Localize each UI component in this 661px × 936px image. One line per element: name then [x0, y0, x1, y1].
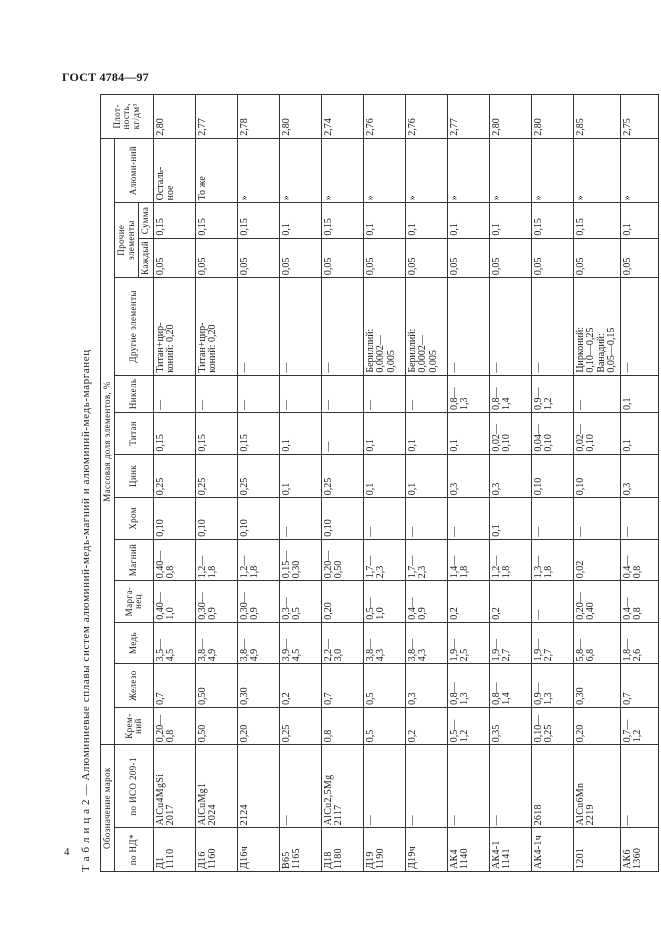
cell-iso: 2618 — [531, 745, 573, 828]
header-sum: Сумма — [139, 203, 153, 238]
cell-si: 0,25 — [279, 707, 321, 744]
header-designation: Обозначение марок — [101, 745, 115, 872]
cell-mg: 1,7— 2,3 — [405, 539, 447, 581]
cell-fe: 0,7 — [620, 664, 658, 708]
cell-zn: 0,1 — [363, 454, 405, 498]
cell-zn: 0,1 — [405, 454, 447, 498]
cell-ni: 0,8— 1,3 — [447, 375, 489, 412]
cell-si: 0,20— 0,8 — [153, 707, 195, 744]
cell-cu: 1,9— 2,7 — [531, 622, 573, 664]
cell-other: Бериллий: 0,0002— 0,005 — [363, 278, 405, 376]
table-row — [531, 95, 573, 872]
cell-nd: АК4 1140 — [447, 828, 489, 872]
cell-cu: 1,9— 2,7 — [489, 622, 531, 664]
cell-mn: 0,3— 0,5 — [279, 581, 321, 623]
cell-mn: 0,20— 0,40 — [573, 581, 620, 623]
cell-ti: 0,02— 0,10 — [489, 413, 531, 455]
cell-each: 0,05 — [531, 238, 573, 277]
cell-al: » — [573, 138, 620, 203]
cell-al: » — [447, 138, 489, 203]
cell-sum: 0,15 — [531, 203, 573, 238]
cell-ni: — — [573, 375, 620, 412]
header-chromium: Хром — [115, 498, 153, 540]
cell-nd: АК6 1360 — [620, 828, 658, 872]
cell-al: » — [363, 138, 405, 203]
cell-al: » — [321, 138, 363, 203]
header-copper: Медь — [115, 622, 153, 664]
cell-rho: 2,80 — [279, 95, 321, 139]
cell-nd: Д18 1180 — [321, 828, 363, 872]
cell-cu: 5,8— 6,8 — [573, 622, 620, 664]
cell-each: 0,05 — [489, 238, 531, 277]
cell-each: 0,05 — [153, 238, 195, 277]
cell-rho: 2,76 — [405, 95, 447, 139]
cell-each: 0,05 — [321, 238, 363, 277]
cell-rho: 2,76 — [363, 95, 405, 139]
cell-mn: 0,40— 1,0 — [153, 581, 195, 623]
table-row — [279, 95, 321, 872]
cell-rho: 2,80 — [153, 95, 195, 139]
cell-nd: Д19 1190 — [363, 828, 405, 872]
cell-iso: — — [363, 745, 405, 828]
cell-fe: 0,8— 1,4 — [489, 664, 531, 708]
cell-ni: 0,8— 1,4 — [489, 375, 531, 412]
cell-mn: 0,2 — [489, 581, 531, 623]
cell-mg: 1,7— 2,3 — [363, 539, 405, 581]
cell-iso: — — [279, 745, 321, 828]
cell-zn: 0,3 — [447, 454, 489, 498]
cell-zn: 0,25 — [195, 454, 237, 498]
cell-si: 0,20 — [237, 707, 279, 744]
cell-cr: 0,10 — [237, 498, 279, 540]
cell-cr: — — [363, 498, 405, 540]
cell-nd: Д1 1110 — [153, 828, 195, 872]
header-by-nd: по НД* — [115, 828, 153, 872]
table-row — [405, 95, 447, 872]
cell-ni: — — [195, 375, 237, 412]
cell-other: — — [531, 278, 573, 376]
cell-si: 0,5 — [363, 707, 405, 744]
cell-ti: 0,02— 0,10 — [573, 413, 620, 455]
table-row — [489, 95, 531, 872]
cell-al: То же — [195, 138, 237, 203]
cell-mn: 0,2 — [447, 581, 489, 623]
cell-fe: 0,5 — [363, 664, 405, 708]
cell-al: » — [531, 138, 573, 203]
table-body — [153, 95, 658, 872]
cell-zn: 0,25 — [321, 454, 363, 498]
cell-other: Цирконий: 0,10—0,25 Ванадий: 0,05—0,15 — [573, 278, 620, 376]
cell-fe: 0,3 — [405, 664, 447, 708]
cell-fe: 0,30 — [237, 664, 279, 708]
header-zinc: Цинк — [115, 454, 153, 498]
table-row — [153, 95, 195, 872]
cell-cr: — — [620, 498, 658, 540]
cell-each: 0,05 — [279, 238, 321, 277]
page-number: 4 — [64, 846, 70, 858]
cell-fe: 0,2 — [279, 664, 321, 708]
cell-fe: 0,50 — [195, 664, 237, 708]
table-row — [237, 95, 279, 872]
cell-cr: 0,10 — [321, 498, 363, 540]
cell-sum: 0,1 — [620, 203, 658, 238]
cell-si: 0,10— 0,25 — [531, 707, 573, 744]
cell-mn: 0,30— 0,9 — [195, 581, 237, 623]
header-each: Каждый — [139, 238, 153, 277]
cell-mn: 0,20 — [321, 581, 363, 623]
cell-sum: 0,15 — [573, 203, 620, 238]
cell-al: Осталь- ное — [153, 138, 195, 203]
cell-cu: 1,9— 2,5 — [447, 622, 489, 664]
cell-rho: 2,85 — [573, 95, 620, 139]
header-other-impurities: Прочие элементы — [115, 203, 139, 278]
header-nickel: Никель — [115, 375, 153, 412]
header-manganese: Марга-нец — [115, 581, 153, 623]
cell-mg: 1,2— 1,8 — [237, 539, 279, 581]
cell-cu: 3,8— 4,9 — [195, 622, 237, 664]
cell-ti: 0,1 — [405, 413, 447, 455]
cell-ni: — — [321, 375, 363, 412]
cell-rho: 2,77 — [195, 95, 237, 139]
table-row — [321, 95, 363, 872]
cell-si: 0,50 — [195, 707, 237, 744]
cell-other: — — [237, 278, 279, 376]
cell-rho: 2,80 — [489, 95, 531, 139]
cell-each: 0,05 — [195, 238, 237, 277]
cell-cu: 3,8— 4,9 — [237, 622, 279, 664]
cell-cr: 0,10 — [153, 498, 195, 540]
cell-ti: 0,1 — [363, 413, 405, 455]
cell-mn: 0,4— 0,9 — [405, 581, 447, 623]
cell-mg: 0,20— 0,50 — [321, 539, 363, 581]
cell-si: 0,5— 1,2 — [447, 707, 489, 744]
header-mass-fraction: Массовая доля элементов, % — [101, 138, 115, 745]
cell-iso: — — [405, 745, 447, 828]
cell-other: — — [279, 278, 321, 376]
cell-ni: 0,9— 1,2 — [531, 375, 573, 412]
cell-nd: Д19ч — [405, 828, 447, 872]
cell-each: 0,05 — [620, 238, 658, 277]
cell-cu: 3,9— 4,5 — [279, 622, 321, 664]
cell-other: Бериллий: 0,0002— 0,005 — [405, 278, 447, 376]
cell-ti: — — [321, 413, 363, 455]
cell-sum: 0,15 — [153, 203, 195, 238]
cell-cu: 3,8— 4,3 — [363, 622, 405, 664]
cell-mg: 1,3— 1,8 — [531, 539, 573, 581]
cell-si: 0,8 — [321, 707, 363, 744]
cell-fe: 0,7 — [321, 664, 363, 708]
cell-nd: Д16ч — [237, 828, 279, 872]
cell-rho: 2,80 — [531, 95, 573, 139]
cell-iso: AlCu4MgSi 2017 — [153, 745, 195, 828]
cell-nd: АК4-1ч — [531, 828, 573, 872]
header-silicon: Крем-ний — [115, 707, 153, 744]
cell-iso: — — [620, 745, 658, 828]
header-by-iso: по ИСО 209-1 — [115, 745, 153, 828]
cell-mn: 0,5— 1,0 — [363, 581, 405, 623]
cell-cr: — — [405, 498, 447, 540]
cell-si: 0,7— 1,2 — [620, 707, 658, 744]
cell-zn: 0,10 — [531, 454, 573, 498]
cell-ti: 0,1 — [279, 413, 321, 455]
table-row — [363, 95, 405, 872]
cell-mg: 1,2— 1,8 — [489, 539, 531, 581]
cell-zn: 0,3 — [489, 454, 531, 498]
cell-nd: 1201 — [573, 828, 620, 872]
cell-other: Титан+цир- коний: 0,20 — [195, 278, 237, 376]
cell-each: 0,05 — [363, 238, 405, 277]
cell-cu: 2,2— 3,0 — [321, 622, 363, 664]
cell-cr: 0,1 — [489, 498, 531, 540]
cell-sum: 0,15 — [237, 203, 279, 238]
cell-al: » — [405, 138, 447, 203]
cell-iso: 2124 — [237, 745, 279, 828]
cell-si: 0,20 — [573, 707, 620, 744]
header-magnesium: Магний — [115, 539, 153, 581]
table-row — [620, 95, 658, 872]
cell-fe: 0,9— 1,3 — [531, 664, 573, 708]
cell-cr: — — [531, 498, 573, 540]
cell-other: Титан+цир- коний: 0,20 — [153, 278, 195, 376]
cell-zn: 0,25 — [153, 454, 195, 498]
page-header: ГОСТ 4784—97 — [62, 70, 149, 84]
cell-al: » — [489, 138, 531, 203]
cell-rho: 2,78 — [237, 95, 279, 139]
cell-sum: 0,1 — [405, 203, 447, 238]
cell-rho: 2,77 — [447, 95, 489, 139]
cell-sum: 0,1 — [489, 203, 531, 238]
header-density: Плот-ность, кг/дм³ — [101, 95, 154, 139]
cell-each: 0,05 — [447, 238, 489, 277]
header-other-elements: Другие элементы — [115, 278, 153, 376]
cell-nd: В65 1165 — [279, 828, 321, 872]
cell-cr: — — [573, 498, 620, 540]
cell-ni: — — [153, 375, 195, 412]
cell-ti: 0,1 — [447, 413, 489, 455]
cell-zn: 0,25 — [237, 454, 279, 498]
cell-mn: — — [531, 581, 573, 623]
cell-al: » — [279, 138, 321, 203]
cell-cu: 1,8— 2,6 — [620, 622, 658, 664]
cell-mg: 1,2— 1,8 — [195, 539, 237, 581]
cell-ni: — — [279, 375, 321, 412]
cell-ni: — — [405, 375, 447, 412]
cell-other: — — [321, 278, 363, 376]
cell-cr: — — [447, 498, 489, 540]
cell-mn: 0,4— 0,8 — [620, 581, 658, 623]
cell-iso: AlCu2,5Mg 2117 — [321, 745, 363, 828]
table-row — [195, 95, 237, 872]
cell-each: 0,05 — [573, 238, 620, 277]
cell-sum: 0,15 — [321, 203, 363, 238]
cell-nd: АК4-1 1141 — [489, 828, 531, 872]
cell-ti: 0,15 — [153, 413, 195, 455]
cell-rho: 2,75 — [620, 95, 658, 139]
table-row — [447, 95, 489, 872]
cell-ni: — — [363, 375, 405, 412]
cell-cu: 3,8— 4,3 — [405, 622, 447, 664]
cell-ti: 0,15 — [237, 413, 279, 455]
cell-other: — — [620, 278, 658, 376]
table-row — [573, 95, 620, 872]
cell-ni: — — [237, 375, 279, 412]
cell-zn: 0,10 — [573, 454, 620, 498]
header-iron: Железо — [115, 664, 153, 708]
cell-mg: 0,4— 0,8 — [620, 539, 658, 581]
cell-ti: 0,15 — [195, 413, 237, 455]
cell-fe: 0,8— 1,3 — [447, 664, 489, 708]
cell-fe: 0,7 — [153, 664, 195, 708]
cell-zn: 0,1 — [279, 454, 321, 498]
cell-sum: 0,1 — [363, 203, 405, 238]
cell-si: 0,2 — [405, 707, 447, 744]
cell-mg: 0,40— 0,8 — [153, 539, 195, 581]
cell-mn: 0,30— 0,9 — [237, 581, 279, 623]
cell-each: 0,05 — [237, 238, 279, 277]
cell-iso: — — [489, 745, 531, 828]
cell-mg: 0,02 — [573, 539, 620, 581]
cell-al: » — [237, 138, 279, 203]
cell-mg: 1,4— 1,8 — [447, 539, 489, 581]
cell-zn: 0,3 — [620, 454, 658, 498]
cell-rho: 2,74 — [321, 95, 363, 139]
cell-sum: 0,1 — [447, 203, 489, 238]
cell-each: 0,05 — [405, 238, 447, 277]
cell-iso: AlCuMg1 2024 — [195, 745, 237, 828]
cell-iso: — — [447, 745, 489, 828]
cell-fe: 0,30 — [573, 664, 620, 708]
cell-other: — — [447, 278, 489, 376]
rotated-table-block — [80, 92, 644, 872]
alloy-composition-table — [100, 94, 659, 872]
cell-ti: 0,04— 0,10 — [531, 413, 573, 455]
cell-ni: 0,1 — [620, 375, 658, 412]
header-titanium: Титан — [115, 413, 153, 455]
cell-mg: 0,15— 0,30 — [279, 539, 321, 581]
cell-cr: 0,10 — [195, 498, 237, 540]
header-aluminium: Алюми-ний — [115, 138, 153, 203]
cell-sum: 0,1 — [279, 203, 321, 238]
cell-sum: 0,15 — [195, 203, 237, 238]
cell-other: — — [489, 278, 531, 376]
table-caption: Т а б л и ц а 2 — Алюминиевые сплавы систем алюминий-медь-магний и алюминий-медь-марганец — [80, 349, 92, 872]
cell-si: 0,35 — [489, 707, 531, 744]
cell-ti: 0,1 — [620, 413, 658, 455]
cell-cr: — — [279, 498, 321, 540]
cell-nd: Д16 1160 — [195, 828, 237, 872]
cell-cu: 3,5— 4,5 — [153, 622, 195, 664]
cell-al: » — [620, 138, 658, 203]
cell-iso: AlCu6Mn 2219 — [573, 745, 620, 828]
